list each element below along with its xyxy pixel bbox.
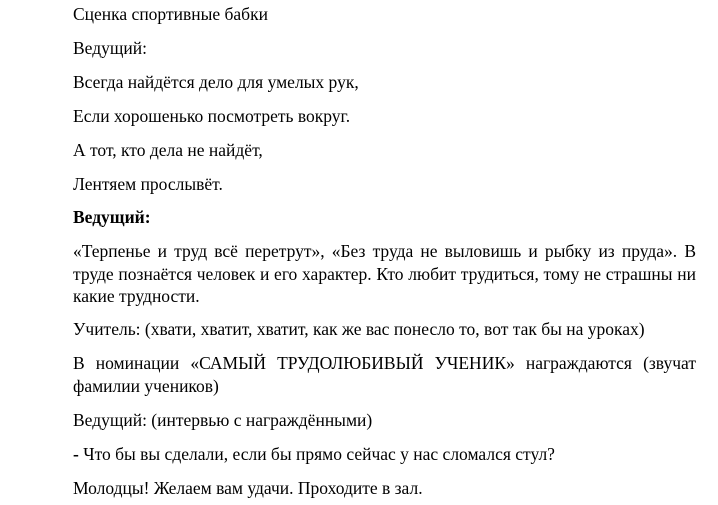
poem-line: Лентяем прослывёт. bbox=[73, 174, 223, 194]
question-text: Что бы вы сделали, если бы прямо сейчас у нас сломался стул? bbox=[83, 444, 555, 464]
poem-line: Всегда найдётся дело для умелых рук, bbox=[73, 72, 359, 92]
poem-line: Если хорошенько посмотреть вокруг. bbox=[73, 106, 351, 126]
dash-marker: - bbox=[73, 444, 79, 464]
paragraph-proverbs: «Терпенье и труд всё перетрут», «Без труда не выловишь и рыбку из пруда». В труде познаётся человек и его характер. Кто любит трудиться, тому не страшны ни какие трудности. bbox=[73, 241, 696, 306]
document-title: Сценка спортивные бабки bbox=[73, 4, 268, 24]
question-line bbox=[73, 443, 696, 466]
host-interview-line: Ведущий: (интервью с награждёнными) bbox=[73, 410, 373, 430]
nomination-paragraph: В номинации «САМЫЙ ТРУДОЛЮБИВЫЙ УЧЕНИК» награждаются (звучат фамилии учеников) bbox=[73, 353, 696, 396]
poem-line: А тот, кто дела не найдёт, bbox=[73, 140, 263, 160]
speaker-label: Ведущий: bbox=[73, 38, 147, 58]
closing-line: Молодцы! Желаем вам удачи. Проходите в зал. bbox=[73, 478, 423, 498]
speaker-label-bold: Ведущий: bbox=[73, 207, 151, 227]
teacher-line: Учитель: (хвати, хватит, хватит, как же вас понесло то, вот так бы на уроках) bbox=[73, 319, 645, 339]
